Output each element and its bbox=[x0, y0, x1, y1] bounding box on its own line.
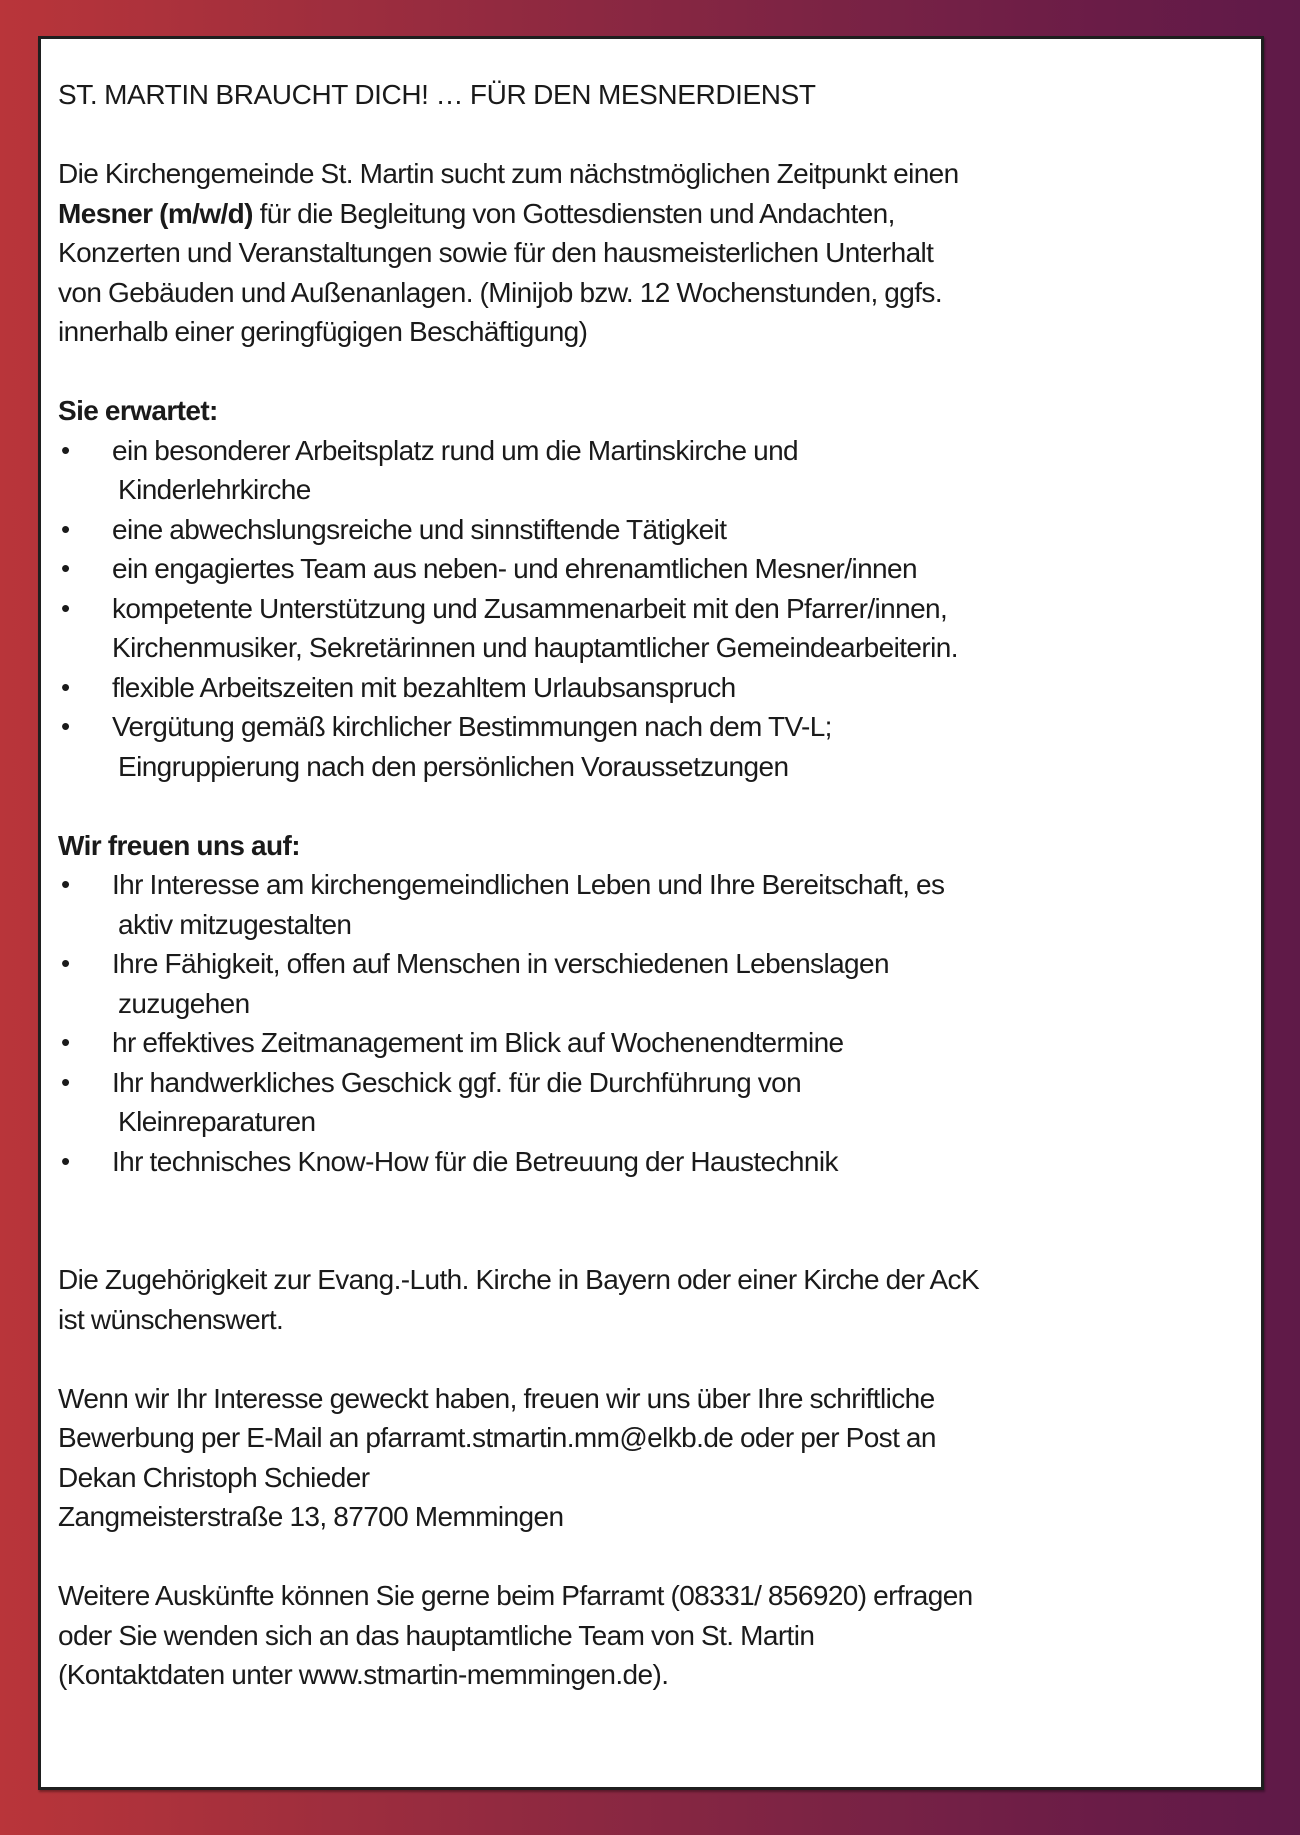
spacer bbox=[58, 1537, 1248, 1577]
list-item-text: Ihr Interesse am kirchengemeindlichen Leben und Ihre Bereitschaft, es bbox=[112, 869, 945, 900]
list-item bbox=[58, 865, 1248, 944]
church-membership-paragraph bbox=[58, 1260, 1248, 1339]
membership-line: ist wünschenswert. bbox=[58, 1303, 284, 1335]
offer-list bbox=[58, 431, 1248, 787]
list-item-text: Ihr handwerkliches Geschick ggf. für die Durchführung von bbox=[112, 1066, 802, 1098]
list-item-continuation: Kleinreparaturen bbox=[118, 1106, 316, 1137]
intro-line bbox=[58, 194, 1248, 234]
list-item bbox=[58, 431, 1248, 510]
further-info-line: Weitere Auskünfte können Sie gerne beim Pfarramt (08331/ 856920) erfragen bbox=[58, 1580, 973, 1611]
bullet-icon: • bbox=[61, 1145, 70, 1176]
offer-section bbox=[58, 391, 1248, 786]
list-item-continuation: Kinderlehrkirche bbox=[118, 474, 311, 505]
list-item bbox=[58, 1063, 1248, 1142]
intro-line-rest: für die Begleitung von Gottesdiensten und Andachten, bbox=[252, 197, 895, 229]
further-info-line: oder Sie wenden sich an das hauptamtliche Team von St. Martin bbox=[58, 1619, 815, 1651]
email-link[interactable]: pfarramt.stmartin.mm@elkb.de bbox=[365, 1422, 734, 1453]
bullet-icon: • bbox=[61, 671, 70, 702]
list-item-text: Ihre Fähigkeit, offen auf Menschen in verschiedenen Lebenslagen bbox=[112, 948, 889, 979]
contact-name: Dekan Christoph Schieder bbox=[58, 1461, 370, 1493]
offer-heading: Sie erwartet: bbox=[58, 395, 218, 426]
further-info-line bbox=[58, 1655, 1248, 1695]
application-paragraph bbox=[58, 1379, 1248, 1537]
intro-line: Konzerten und Veranstaltungen sowie für den hausmeisterlichen Unterhalt bbox=[58, 237, 934, 268]
intro-line: innerhalb einer geringfügigen Beschäftigung) bbox=[58, 316, 588, 347]
list-item-text: ein besonderer Arbeitsplatz rund um die Martinskirche und bbox=[112, 434, 799, 466]
list-item-text: ein engagiertes Team aus neben- und ehrenamtlichen Mesner/innen bbox=[112, 553, 917, 584]
website-link[interactable]: www.stmartin-memmingen.de bbox=[298, 1659, 653, 1690]
list-item-text: Ihr technisches Know-How für die Betreuung der Haustechnik bbox=[112, 1145, 838, 1177]
requirements-heading: Wir freuen uns auf: bbox=[58, 829, 300, 861]
spacer bbox=[58, 786, 1248, 826]
job-posting-content bbox=[58, 75, 1248, 1695]
application-line: Wenn wir Ihr Interesse geweckt haben, freuen wir uns über Ihre schriftliche bbox=[58, 1382, 935, 1414]
spacer bbox=[58, 115, 1248, 155]
bullet-icon: • bbox=[61, 948, 70, 978]
bullet-icon: • bbox=[61, 434, 70, 465]
list-item bbox=[58, 510, 1248, 550]
bullet-icon: • bbox=[61, 1066, 70, 1097]
list-item bbox=[58, 549, 1248, 589]
list-item-text: Vergütung gemäß kirchlicher Bestimmungen nach dem TV-L; bbox=[112, 711, 832, 742]
intro-line: Die Kirchengemeinde St. Martin sucht zum nächstmöglichen Zeitpunkt einen bbox=[58, 158, 959, 189]
bullet-icon: • bbox=[61, 1027, 70, 1057]
job-posting-card bbox=[38, 36, 1264, 1790]
list-item-continuation: zuzugehen bbox=[118, 987, 250, 1019]
requirements-list bbox=[58, 865, 1248, 1181]
bullet-icon: • bbox=[61, 592, 70, 623]
bullet-icon: • bbox=[61, 711, 70, 741]
requirements-section bbox=[58, 826, 1248, 1182]
list-item bbox=[58, 1023, 1248, 1063]
further-info-prefix: (Kontaktdaten unter bbox=[58, 1659, 299, 1690]
list-item-text: eine abwechslungsreiche und sinnstiftende Tätigkeit bbox=[112, 513, 727, 545]
page-title: ST. MARTIN BRAUCHT DICH! … FÜR DEN MESNERDIENST bbox=[58, 79, 816, 110]
application-line bbox=[58, 1418, 1248, 1458]
list-item bbox=[58, 707, 1248, 786]
spacer bbox=[58, 352, 1248, 392]
application-line-suffix: oder per Post an bbox=[733, 1422, 936, 1453]
list-item-text: kompetente Unterstützung und Zusammenarbeit mit den Pfarrer/innen, bbox=[112, 592, 948, 624]
role-title: Mesner (m/w/d) bbox=[58, 197, 253, 229]
list-item bbox=[58, 589, 1248, 668]
list-item-text: flexible Arbeitszeiten mit bezahltem Urlaubsanspruch bbox=[112, 671, 736, 703]
spacer bbox=[58, 1181, 1248, 1260]
list-item-continuation: Kirchenmusiker, Sekretärinnen und hauptamtlicher Gemeindearbeiterin. bbox=[112, 632, 958, 663]
membership-line: Die Zugehörigkeit zur Evang.-Luth. Kirche in Bayern oder einer Kirche der AcK bbox=[58, 1264, 980, 1295]
bullet-icon: • bbox=[61, 869, 70, 899]
list-item-continuation: aktiv mitzugestalten bbox=[118, 908, 352, 940]
intro-line: von Gebäuden und Außenanlagen. (Minijob bzw. 12 Wochenstunden, ggfs. bbox=[58, 276, 942, 308]
list-item bbox=[58, 1142, 1248, 1182]
postal-address: Zangmeisterstraße 13, 87700 Memmingen bbox=[58, 1501, 564, 1532]
spacer bbox=[58, 1339, 1248, 1379]
further-info-suffix: ). bbox=[652, 1659, 669, 1690]
bullet-icon: • bbox=[61, 513, 70, 544]
bullet-icon: • bbox=[61, 553, 70, 583]
list-item bbox=[58, 668, 1248, 708]
list-item-text: hr effektives Zeitmanagement im Blick auf Wochenendtermine bbox=[112, 1027, 844, 1058]
further-info-paragraph bbox=[58, 1576, 1248, 1695]
application-line-prefix: Bewerbung per E-Mail an bbox=[58, 1422, 366, 1453]
list-item-continuation: Eingruppierung nach den persönlichen Voraussetzungen bbox=[118, 750, 789, 782]
intro-paragraph bbox=[58, 154, 1248, 352]
list-item bbox=[58, 944, 1248, 1023]
